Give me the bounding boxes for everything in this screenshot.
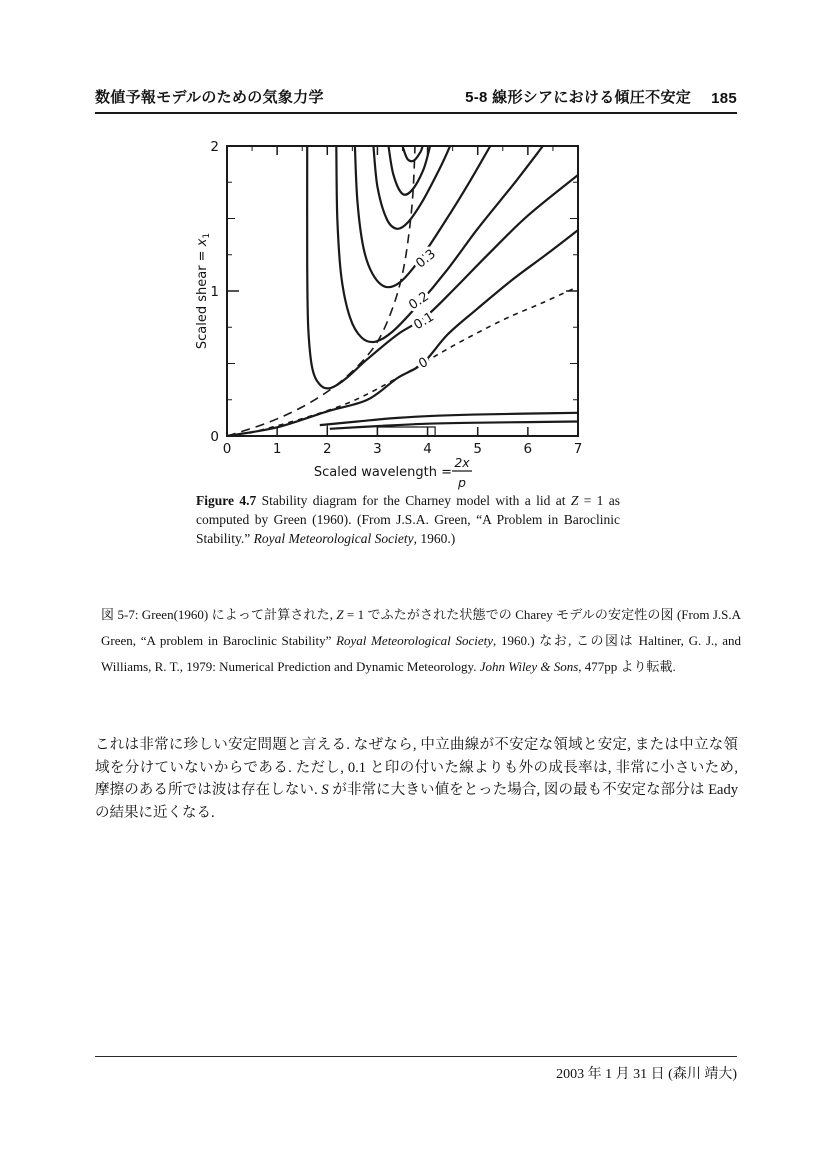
svg-text:5: 5	[473, 441, 483, 457]
body-paragraph	[95, 734, 738, 824]
header-left-title: 数値予報モデルのための気象力学	[95, 89, 324, 106]
svg-text:0: 0	[416, 354, 431, 373]
figure-4-7	[185, 138, 605, 492]
svg-text:p: p	[458, 475, 466, 490]
body-text: が非常に大きい値をとった場合, 図の最も不安定な部分は Eady の結果に近くなる.	[95, 782, 738, 821]
svg-text:0.1: 0.1	[411, 309, 437, 334]
svg-text:2: 2	[322, 441, 332, 457]
caption-jp-text: , 477pp より転載.	[578, 659, 676, 674]
header-right	[465, 86, 737, 107]
y-axis-label: Scaled shear = $x_1$	[195, 232, 212, 350]
caption-journal-italic: Royal Meteorological Society	[253, 531, 414, 546]
header-page-number: 185	[711, 90, 737, 107]
figure-caption-english	[196, 491, 620, 548]
caption-text: , 1960.)	[413, 531, 456, 546]
caption-figure-label: Figure 4.7	[196, 493, 257, 508]
svg-text:0: 0	[222, 441, 232, 457]
svg-text:3: 3	[373, 441, 382, 457]
dashed-curves	[227, 146, 578, 436]
caption-z-variable: Z	[570, 493, 579, 508]
axis-ticks	[227, 146, 578, 436]
svg-text:6: 6	[523, 441, 533, 457]
caption-jp-journal-italic: Royal Meteorological Society	[336, 633, 494, 648]
svg-text:2x: 2x	[454, 455, 470, 470]
footer-rule	[95, 1056, 737, 1057]
svg-text:1: 1	[272, 441, 282, 457]
stability-chart	[185, 138, 605, 492]
svg-text:Scaled wavelength =: Scaled wavelength =	[313, 465, 452, 480]
body-s-variable: S	[321, 782, 329, 799]
x-axis-label	[314, 455, 472, 490]
caption-jp-text: , 1960.) なお, この図は Haltiner, G. J., and Williams, R. T., 1979: Numerical Prediction and Dynamic Meteorology.	[101, 633, 742, 674]
footer-date: 2003 年 1 月 31 日 (森川 靖大)	[556, 1067, 737, 1082]
plot-frame	[227, 146, 578, 436]
header-section-title: 5-8 線形シアにおける傾圧不安定	[465, 89, 692, 106]
caption-text: Stability diagram for the Charney model with a lid at	[256, 493, 571, 508]
figure-caption-japanese	[101, 602, 741, 680]
svg-text:0.2: 0.2	[406, 289, 432, 314]
svg-text:2: 2	[210, 139, 219, 155]
svg-text:4: 4	[423, 441, 432, 457]
contour-curves	[227, 146, 578, 436]
caption-jp-z-variable: Z	[336, 607, 344, 622]
body-text: これは非常に珍しい安定問題と言える. なぜなら, 中立曲線が不安定な領域と安定, または中立な領域を分けていないからである. ただし, 0.1 と印の付いた線よりも外の成長率は, 非常に小さいため, 摩擦のある所では波は存在しない.	[95, 737, 738, 799]
caption-jp-publisher-italic: John Wiley & Sons	[479, 659, 579, 674]
svg-text:1: 1	[210, 284, 219, 300]
page-header	[95, 86, 737, 114]
svg-text:0.3: 0.3	[413, 246, 439, 272]
caption-jp-text: 図 5-7: Green(1960) によって計算された,	[101, 607, 337, 622]
caption-jp-text: = 1 でふたがされた状態での Charey モデルの安定性の図 (From J.S.A Green, “A problem in Baroclinic Stability”	[101, 607, 742, 648]
caption-text: = 1 as computed by Green (1960). (From J.S.A. Green, “A Problem in Baroclinic Stability.”	[196, 493, 621, 546]
svg-text:0: 0	[210, 429, 219, 445]
svg-text:7: 7	[573, 441, 583, 457]
